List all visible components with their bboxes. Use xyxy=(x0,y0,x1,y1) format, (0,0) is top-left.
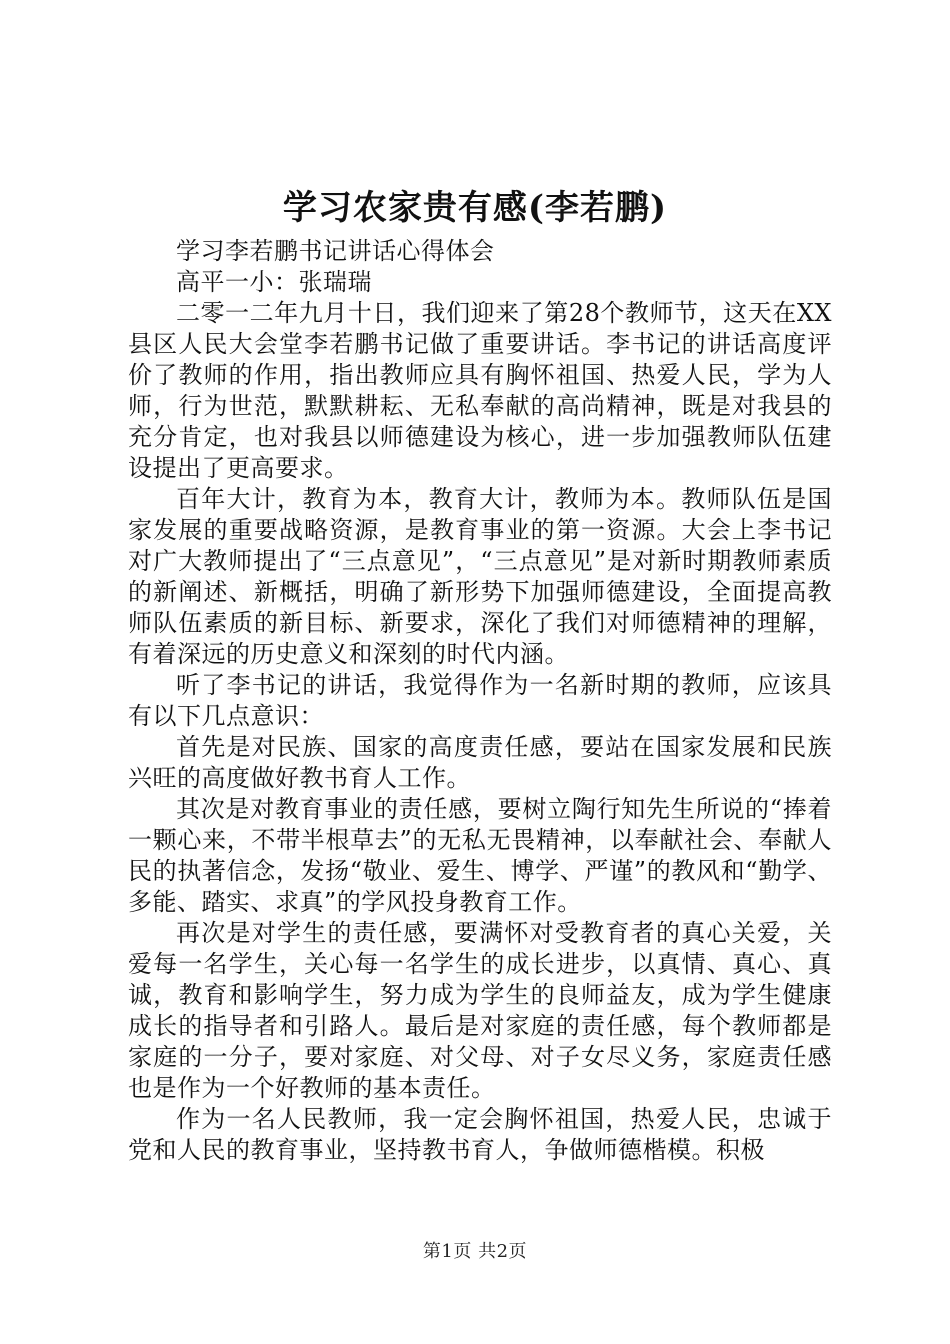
paragraph: 作为一名人民教师，我一定会胸怀祖国，热爱人民，忠诚于党和人民的教育事业，坚持教书育人，争做师德楷模。积极 xyxy=(128,1105,832,1164)
paragraph: 百年大计，教育为本，教育大计，教师为本。教师队伍是国家发展的重要战略资源，是教育事业的第一资源。大会上李书记对广大教师提出了“三点意见”，“三点意见”是对新时期教师素质的新阐述、新概括，明确了新形势下加强师德建设，全面提高教师队伍素质的新目标、新要求，深化了我们对师德精神的理解，有着深远的历史意义和深刻的时代内涵。 xyxy=(128,485,832,668)
paragraph: 其次是对教育事业的责任感，要树立陶行知先生所说的“捧着一颗心来，不带半根草去”的无私无畏精神，以奉献社会、奉献人民的执著信念，发扬“敬业、爱生、博学、严谨”的教风和“勤学、多能、踏实、求真”的学风投身教育工作。 xyxy=(128,795,832,916)
paragraph: 再次是对学生的责任感，要满怀对受教育者的真心关爱，关爱每一名学生，关心每一名学生的成长进步，以真情、真心、真诚，教育和影响学生，努力成为学生的良师益友，成为学生健康成长的指导者和引路人。最后是对家庭的责任感，每个教师都是家庭的一分子，要对家庭、对父母、对子女尽义务，家庭责任感也是作为一个好教师的基本责任。 xyxy=(128,919,832,1102)
paragraph: 首先是对民族、国家的高度责任感，要站在国家发展和民族兴旺的高度做好教书育人工作。 xyxy=(128,733,832,792)
paragraph: 听了李书记的讲话，我觉得作为一名新时期的教师，应该具有以下几点意识： xyxy=(128,671,832,730)
document-title: 学习农家贵有感(李若鹏) xyxy=(282,188,668,228)
paragraph-author: 高平一小：张瑞瑞 xyxy=(176,268,372,296)
page-footer: 第1页 共2页 xyxy=(422,1241,528,1262)
paragraph: 二零一二年九月十日，我们迎来了第28个教师节，这天在XX县区人民大会堂李若鹏书记做了重要讲话。李书记的讲话高度评价了教师的作用，指出教师应具有胸怀祖国、热爱人民，学为人师，行为世范，默默耕耘、无私奉献的高尚精神，既是对我县的充分肯定，也对我县以师德建设为核心，进一步加强教师队伍建设提出了更高要求。 xyxy=(128,299,832,482)
paragraph-subtitle: 学习李若鹏书记讲话心得体会 xyxy=(176,237,495,265)
document-body xyxy=(128,236,832,1166)
